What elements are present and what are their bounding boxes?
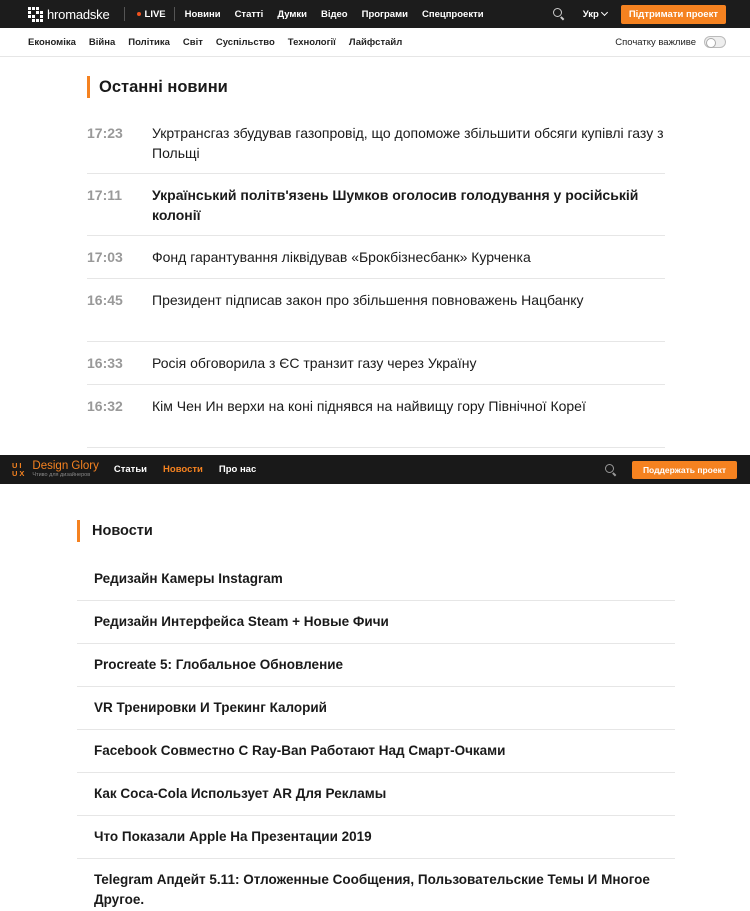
nav-item-articles[interactable]: Статті [234,8,264,20]
nav-item-articles[interactable]: Статьи [113,464,148,475]
category-lifestyle[interactable]: Лайфстайл [348,36,403,48]
news-title[interactable]: Президент підписав закон про збільшення повноважень Нацбанку [152,292,584,308]
news-item[interactable] [87,342,665,385]
latest-news-heading: Останні новини [87,76,228,98]
category-politics[interactable]: Політика [128,36,170,48]
nav-item-opinions[interactable]: Думки [277,8,307,20]
news-title[interactable]: Укртрансгаз збудував газопровід, що допоможе збільшити обсяги купівлі газу з Польщі [152,125,664,161]
news-time: 16:32 [87,398,123,414]
search-icon[interactable] [553,8,565,20]
important-first-toggle-group [615,36,726,48]
latest-news-list [87,112,665,448]
news-item[interactable] [87,236,665,279]
news-time: 17:03 [87,249,123,265]
news-item[interactable]: Как Coca-Cola Использует AR Для Рекламы [77,773,675,816]
main-nav [185,9,484,20]
support-project-button[interactable]: Підтримати проект [621,5,726,24]
category-economy[interactable]: Економіка [28,36,76,48]
nav-item-news[interactable]: Новости [163,464,203,475]
category-technology[interactable]: Технології [287,36,336,48]
news-item[interactable] [87,112,665,174]
design-glory-logo[interactable] [12,460,99,479]
hromadske-header [0,0,750,28]
news-title[interactable]: Фонд гарантування ліквідував «Брокбізнесбанк» Курченка [152,249,531,265]
live-label: LIVE [144,8,166,20]
support-project-button[interactable]: Поддержать проект [632,461,737,479]
logo-tagline: Чтиво для дизайнеров [32,472,91,478]
news-item[interactable]: VR Тренировки И Трекинг Калорий [77,687,675,730]
news-item[interactable] [87,385,665,448]
header-divider [174,7,175,21]
nav-item-about[interactable]: Про нас [218,464,257,475]
important-first-label: Спочатку важливе [615,36,696,48]
news-item[interactable]: Редизайн Камеры Instagram [77,558,675,601]
news-title[interactable]: Росія обговорила з ЄС транзит газу через Україну [152,355,477,371]
design-glory-nav [114,464,256,475]
important-first-toggle[interactable] [704,36,726,48]
news-heading: Новости [77,520,153,542]
news-title[interactable]: Кім Чен Ин верхи на коні піднявся на найвищу гору Північної Кореї [152,398,586,414]
design-glory-actions [605,461,737,479]
language-label: Укр [582,8,599,20]
category-war[interactable]: Війна [88,36,116,48]
news-time: 17:11 [87,187,123,203]
design-glory-header [0,455,750,484]
category-nav [28,37,402,48]
news-item[interactable]: Procreate 5: Глобальное Обновление [77,644,675,687]
search-icon[interactable] [605,464,617,476]
category-world[interactable]: Світ [182,36,203,48]
logo-name: Design Glory [32,460,99,472]
news-title[interactable]: Український політв'язень Шумков оголосив голодування у російській колонії [152,187,639,223]
nav-item-special-projects[interactable]: Спецпроекти [421,8,484,20]
news-time: 16:33 [87,355,123,371]
design-glory-logo-text [32,460,98,479]
news-item[interactable]: Что Показали Apple На Презентации 2019 [77,816,675,859]
header-divider [124,7,125,21]
news-item[interactable]: Facebook Совместно С Ray-Ban Работают Над Смарт-Очками [77,730,675,773]
chevron-down-icon [601,9,608,16]
news-item[interactable] [87,174,665,236]
news-item[interactable]: Редизайн Интерфейса Steam + Новые Фичи [77,601,675,644]
nav-item-programs[interactable]: Програми [361,8,408,20]
hromadske-logo-icon [28,7,43,22]
live-dot-icon [137,12,141,16]
hromadske-logo-text: hromadske [47,6,110,22]
nav-item-video[interactable]: Відео [320,8,348,20]
language-selector[interactable] [583,9,607,20]
news-list [77,558,675,911]
news-item[interactable]: Telegram Апдейт 5.11: Отложенные Сообщения, Пользовательские Темы И Многое Другое. [94,872,650,907]
header-actions [553,5,726,24]
hromadske-logo[interactable] [28,0,110,28]
news-time: 17:23 [87,125,123,141]
uiux-logo-icon: UI UX [12,460,27,478]
category-bar [0,28,750,57]
category-society[interactable]: Суспільство [215,36,275,48]
nav-item-news[interactable]: Новини [184,8,221,20]
live-link[interactable] [137,9,166,20]
news-time: 16:45 [87,292,123,308]
news-item[interactable] [87,279,665,342]
